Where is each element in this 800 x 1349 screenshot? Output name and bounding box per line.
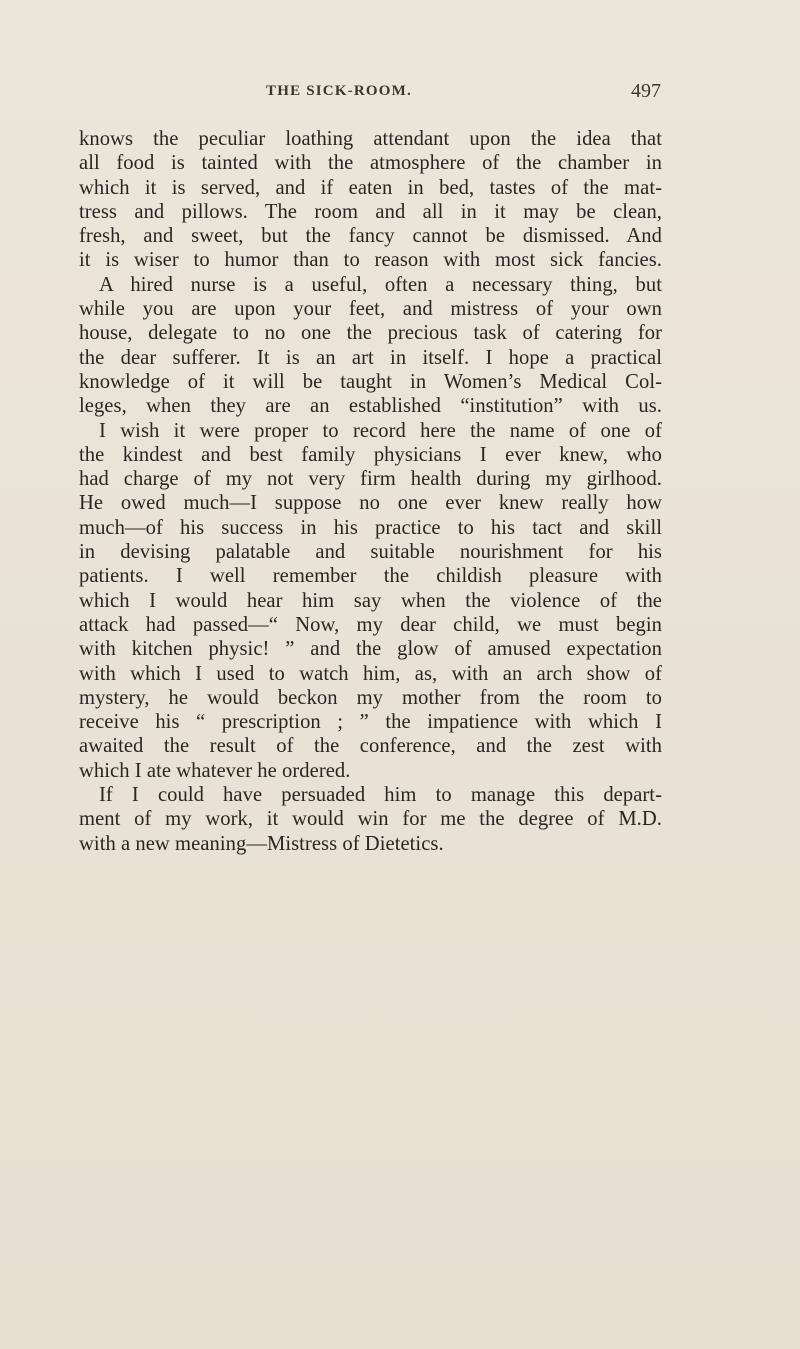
text-line: had charge of my not very firm health during my girlhood. (79, 468, 662, 491)
text-line: mystery, he would beckon my mother from the room to (79, 686, 662, 709)
text-line: fresh, and sweet, but the fancy cannot be dismissed. And (79, 225, 662, 248)
text-line: the kindest and best family physicians I ever knew, who (79, 443, 662, 466)
text-line: much—of his success in his practice to his tact and skill (79, 516, 662, 539)
text-line: knowledge of it will be taught in Women’s Medical Col- (79, 370, 662, 393)
text-line: which I would hear him say when the violence of the (79, 589, 662, 612)
text-line: knows the peculiar loathing attendant upon the idea that (79, 128, 662, 150)
text-line: attack had passed—“ Now, my dear child, we must begin (79, 613, 662, 636)
text-line: with kitchen physic! ” and the glow of amused expectation (79, 638, 662, 661)
page-number: 497 (631, 80, 661, 102)
text-line: all food is tainted with the atmosphere of the chamber in (79, 152, 662, 175)
text-line: which I ate whatever he ordered. (79, 759, 351, 782)
body-text (79, 127, 662, 856)
text-line: I wish it were proper to record here the name of one of (99, 419, 662, 442)
text-line: leges, when they are an established “institution” with us. (79, 395, 662, 418)
text-line: receive his “ prescription ; ” the impatience with which I (79, 711, 662, 734)
text-line: which it is served, and if eaten in bed, tastes of the mat- (79, 176, 662, 199)
text-line: the dear sufferer. It is an art in itself. I hope a practical (79, 346, 662, 369)
text-line: patients. I well remember the childish pleasure with (79, 565, 662, 588)
text-line: with a new meaning—Mistress of Dietetics. (79, 832, 444, 855)
text-line: it is wiser to humor than to reason with most sick fancies. (79, 249, 662, 272)
text-line: If I could have persuaded him to manage this depart- (99, 784, 662, 807)
running-title: THE SICK-ROOM. (266, 83, 412, 99)
text-line: while you are upon your feet, and mistress of your own (79, 298, 662, 321)
text-line: ment of my work, it would win for me the degree of M.D. (79, 808, 662, 831)
running-head (0, 80, 800, 109)
text-line: with which I used to watch him, as, with an arch show of (79, 662, 662, 685)
text-line: tress and pillows. The room and all in it may be clean, (79, 200, 662, 223)
text-line: in devising palatable and suitable nourishment for his (79, 541, 662, 564)
text-line: awaited the result of the conference, and the zest with (79, 735, 662, 758)
text-line: house, delegate to no one the precious task of catering for (79, 322, 662, 345)
text-line: A hired nurse is a useful, often a necessary thing, but (99, 273, 662, 296)
text-line: He owed much—I suppose no one ever knew really how (79, 492, 662, 515)
